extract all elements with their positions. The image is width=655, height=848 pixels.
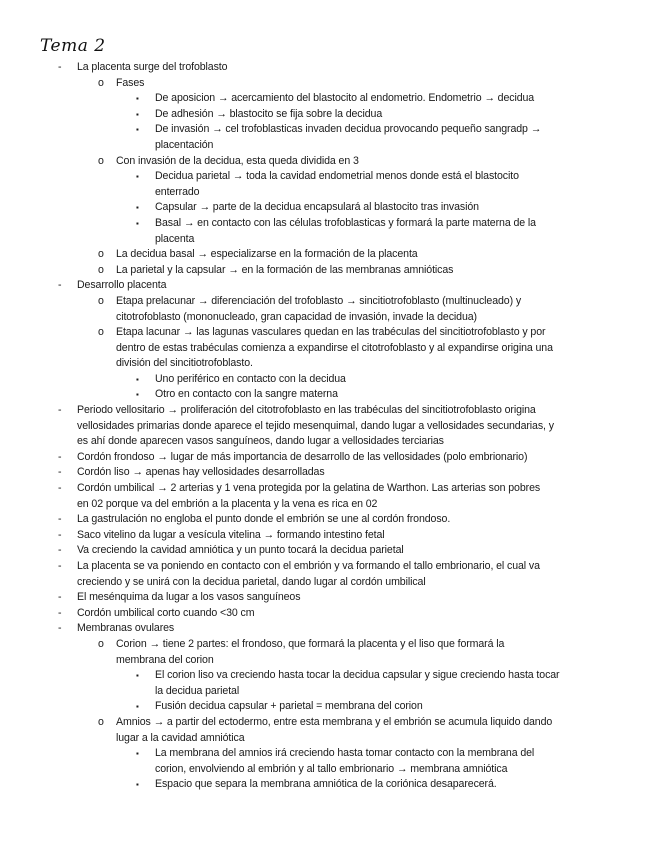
list-item-text: lugar a la cavidad amniótica — [116, 731, 245, 744]
square-bullet-icon: ▪ — [136, 172, 139, 182]
dash-bullet: - — [58, 450, 62, 463]
circle-bullet: o — [98, 637, 104, 650]
list-item-text: Cordón liso → apenas hay vellosidades desarrolladas — [77, 466, 325, 479]
list-item-text: placenta — [155, 232, 195, 245]
list-item-text: De invasión → cel trofoblasticas invaden decidua provocando pequeño sangradp → — [155, 123, 542, 136]
list-item-text: Basal → en contacto con las células trofoblasticas y formará la parte materna de la — [155, 216, 536, 229]
list-item-text: Va creciendo la cavidad amniótica y un punto tocará la decidua parietal — [77, 544, 404, 557]
list-item-text: citotrofoblasto (mononucleado, gran capacidad de invasión, invade la decidua) — [116, 310, 477, 323]
square-bullet-icon: ▪ — [136, 203, 139, 213]
list-item-text: La placenta surge del trofoblasto — [77, 61, 228, 73]
list-item-text: Capsular → parte de la decidua encapsulará al blastocito tras invasión — [155, 201, 479, 214]
list-item-text: Membranas ovulares — [77, 622, 175, 635]
list-item-text: corion, envolviendo al embrión y al tallo embrionario → membrana amniótica — [155, 762, 508, 775]
list-item-continuation — [0, 419, 655, 435]
list-item — [0, 699, 655, 715]
dash-bullet: - — [58, 606, 62, 619]
square-bullet-icon: ▪ — [136, 218, 139, 228]
circle-bullet: o — [98, 326, 104, 339]
square-bullet-icon: ▪ — [136, 749, 139, 759]
dash-bullet: - — [58, 61, 62, 73]
list-item-text: El corion liso va creciendo hasta tocar la decidua capsular y sigue creciendo hasta tocar — [155, 669, 560, 682]
list-item-continuation — [0, 762, 655, 778]
list-item-text: Saco vitelino da lugar a vesícula vitelina → formando intestino fetal — [77, 528, 385, 541]
list-item — [0, 637, 655, 653]
list-item-text: Cordón frondoso → lugar de más importancia de desarrollo de las vellosidades (polo embrionario) — [77, 450, 528, 463]
list-item — [0, 325, 655, 341]
list-item-continuation — [0, 185, 655, 201]
square-bullet-icon: ▪ — [136, 109, 139, 119]
list-item-text: dentro de estas trabéculas comienza a expandirse el citotrofoblasto y al expandirse origina una — [116, 341, 553, 354]
list-item-text: Corion → tiene 2 partes: el frondoso, que formará la placenta y el liso que formará la — [116, 637, 505, 650]
list-item-continuation — [0, 138, 655, 154]
list-item — [0, 294, 655, 310]
list-item-continuation — [0, 356, 655, 372]
list-item-text: Etapa lacunar → las lagunas vasculares quedan en las trabéculas del sincitiotrofoblasto y por — [116, 326, 546, 339]
list-item — [0, 387, 655, 403]
list-item-text: Con invasión de la decidua, esta queda dividida en 3 — [116, 154, 359, 167]
list-item-continuation — [0, 341, 655, 357]
circle-bullet: o — [98, 715, 104, 728]
square-bullet-icon: ▪ — [136, 702, 139, 712]
square-bullet-icon: ▪ — [136, 671, 139, 681]
list-item-continuation — [0, 497, 655, 513]
list-item-text: El mesénquima da lugar a los vasos sanguíneos — [77, 591, 301, 604]
page-title: Tema 2 — [40, 36, 106, 56]
list-item-text: Cordón umbilical → 2 arterias y 1 vena protegida por la gelatina de Warthon. Las arterias son pobres — [77, 482, 541, 495]
list-item — [0, 777, 655, 793]
list-item-continuation — [0, 575, 655, 591]
notes-body — [0, 60, 655, 793]
list-item-continuation — [0, 731, 655, 747]
square-bullet-icon: ▪ — [136, 125, 139, 135]
list-item-text: La decidua basal → especializarse en la formación de la placenta — [116, 248, 418, 261]
dash-bullet: - — [58, 591, 62, 604]
list-item-text: la decidua parietal — [155, 684, 240, 697]
list-item-continuation — [0, 232, 655, 248]
list-item-continuation — [0, 310, 655, 326]
list-item-text: en 02 porque va del embrión a la placenta y la vena es rica en 02 — [77, 497, 378, 510]
list-item — [0, 450, 655, 466]
list-item — [0, 200, 655, 216]
list-item — [0, 154, 655, 170]
list-item-continuation — [0, 684, 655, 700]
dash-bullet: - — [58, 560, 62, 572]
list-item-text: Etapa prelacunar → diferenciación del trofoblasto → sincitiotrofoblasto (multinucleado) y — [116, 294, 522, 307]
list-item-text: Otro en contacto con la sangre materna — [155, 388, 338, 401]
dash-bullet: - — [58, 544, 62, 557]
list-item — [0, 715, 655, 731]
list-item-text: creciendo y se unirá con la decidua parietal, dando lugar al cordón umbilical — [77, 575, 426, 588]
list-item — [0, 606, 655, 622]
list-item-text: Amnios → a partir del ectodermo, entre esta membrana y el embrión se acumula liquido dando — [116, 715, 553, 728]
list-item-text: Desarrollo placenta — [77, 279, 167, 292]
list-item — [0, 465, 655, 481]
list-item-text: Uno periférico en contacto con la decidua — [155, 372, 346, 385]
list-item-text: De aposicion → acercamiento del blastocito al endometrio. Endometrio → decidua — [155, 92, 535, 105]
list-item — [0, 746, 655, 762]
list-item — [0, 403, 655, 419]
list-item-text: membrana del corion — [116, 653, 214, 666]
list-item-text: De adhesión → blastocito se fija sobre la decidua — [155, 107, 383, 120]
list-item-text: La placenta se va poniendo en contacto con el embrión y va formando el tallo embrionario, el cual va — [77, 560, 540, 572]
dash-bullet: - — [58, 482, 62, 495]
list-item-text: Cordón umbilical corto cuando <30 cm — [77, 606, 255, 619]
list-item — [0, 590, 655, 606]
list-item-text: Fusión decidua capsular + parietal = membrana del corion — [155, 700, 423, 713]
list-item-text: placentación — [155, 138, 214, 151]
circle-bullet: o — [98, 294, 104, 307]
list-item-text: es ahí donde aparecen vasos sanguíneos, dando lugar a vellosidades terciarias — [77, 435, 444, 448]
square-bullet-icon: ▪ — [136, 94, 139, 104]
dash-bullet: - — [58, 622, 62, 635]
list-item-text: Fases — [116, 76, 145, 89]
list-item — [0, 60, 655, 76]
dash-bullet: - — [58, 279, 62, 292]
square-bullet-icon: ▪ — [136, 390, 139, 400]
list-item — [0, 512, 655, 528]
list-item — [0, 481, 655, 497]
circle-bullet: o — [98, 154, 104, 167]
list-item — [0, 122, 655, 138]
list-item — [0, 107, 655, 123]
list-item-text: Espacio que separa la membrana amniótica de la coriónica desaparecerá. — [155, 778, 497, 791]
list-item — [0, 668, 655, 684]
list-item — [0, 216, 655, 232]
list-item-text: La gastrulación no engloba el punto donde el embrión se une al cordón frondoso. — [77, 513, 451, 526]
square-bullet-icon: ▪ — [136, 374, 139, 384]
list-item-continuation — [0, 434, 655, 450]
list-item — [0, 91, 655, 107]
list-item — [0, 543, 655, 559]
list-item-text: enterrado — [155, 185, 200, 198]
list-item — [0, 169, 655, 185]
list-item — [0, 559, 655, 575]
dash-bullet: - — [58, 466, 62, 479]
list-item-text: La membrana del amnios irá creciendo hasta tomar contacto con la membrana del — [155, 747, 535, 760]
square-bullet-icon: ▪ — [136, 780, 139, 790]
list-item — [0, 76, 655, 92]
list-item — [0, 263, 655, 279]
list-item-continuation — [0, 653, 655, 669]
circle-bullet: o — [98, 263, 104, 276]
circle-bullet: o — [98, 248, 104, 261]
list-item-text: Periodo vellositario → proliferación del citotrofoblasto en las trabéculas del sincitiotrofoblasto origina — [77, 404, 536, 417]
list-item-text: división del sincitiotrofoblasto. — [116, 357, 253, 370]
list-item-text: vellosidades primarias donde aparece el tejido mesenquimal, dando lugar a vellosidades secundarias, y — [77, 419, 554, 432]
dash-bullet: - — [58, 513, 62, 526]
dash-bullet: - — [58, 528, 62, 541]
circle-bullet: o — [98, 76, 104, 89]
dash-bullet: - — [58, 404, 62, 417]
list-item — [0, 621, 655, 637]
list-item — [0, 278, 655, 294]
list-item-text: Decidua parietal → toda la cavidad endometrial menos donde está el blastocito — [155, 170, 519, 183]
list-item — [0, 372, 655, 388]
list-item — [0, 247, 655, 263]
list-item — [0, 528, 655, 544]
list-item-text: La parietal y la capsular → en la formación de las membranas amnióticas — [116, 263, 454, 276]
